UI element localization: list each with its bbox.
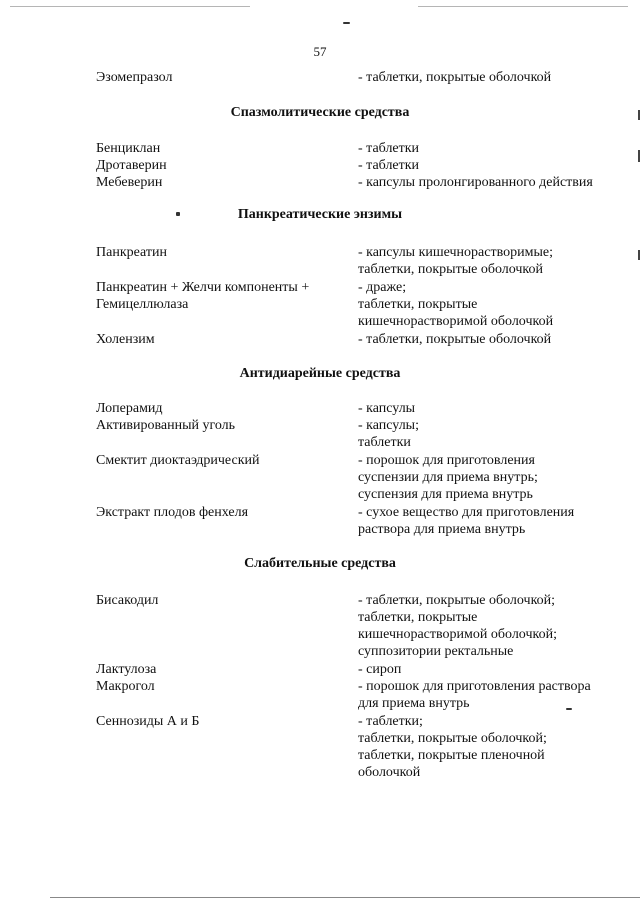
drug-form-fennel-extract: - сухое вещество для приготовления раствора для приема внутрь <box>358 505 575 537</box>
drug-name-drotaverine: Дротаверин <box>96 158 167 173</box>
drug-name-cholenzym: Холензим <box>96 332 155 347</box>
drug-form-pancreatin: - капсулы кишечнорастворимые; таблетки, покрытые оболочкой <box>358 245 553 277</box>
drug-form-mebeverine: - капсулы пролонгированного действия <box>358 175 593 190</box>
bottom-scan-line <box>50 897 640 898</box>
drug-name-bencyclane: Бенциклан <box>96 141 161 156</box>
drug-name-bisacodyl: Бисакодил <box>96 593 159 608</box>
heading-laxatives: Слабительные средства <box>244 556 396 571</box>
drug-name-macrogol: Макрогол <box>96 679 155 694</box>
drug-form-sennosides: - таблетки; таблетки, покрытые оболочкой; таблетки, покрытые пленочной оболочкой <box>358 714 547 780</box>
drug-form-bisacodyl: - таблетки, покрытые оболочкой; таблетки, покрытые кишечнорастворимой оболочкой; суппозитории ректальные <box>358 593 557 659</box>
drug-form-activated-charcoal: - капсулы; таблетки <box>358 418 419 450</box>
drug-form-loperamide: - капсулы <box>358 401 416 416</box>
drug-form-esomeprazole: - таблетки, покрытые оболочкой <box>358 70 552 85</box>
drug-form-drotaverine: - таблетки <box>358 158 420 173</box>
drug-form-smectite: - порошок для приготовления суспензии для приема внутрь; суспензия для приема внутрь <box>358 453 538 502</box>
top-scan-line-left <box>10 6 250 7</box>
drug-form-cholenzym: - таблетки, покрытые оболочкой <box>358 332 552 347</box>
scan-speck <box>343 22 350 24</box>
top-scan-line-right <box>418 6 628 7</box>
drug-form-bencyclane: - таблетки <box>358 141 420 156</box>
drug-name-pancreatin-combo: Панкреатин + Желчи компоненты + Гемицеллюлаза <box>96 280 310 312</box>
heading-antispasmodics: Спазмолитические средства <box>230 105 410 120</box>
drug-name-mebeverine: Мебеверин <box>96 175 163 190</box>
drug-name-smectite: Смектит диоктаэдрический <box>96 453 260 468</box>
drug-form-pancreatin-combo: - драже; таблетки, покрытые кишечнорастворимой оболочкой <box>358 280 554 329</box>
drug-form-lactulose: - сироп <box>358 662 402 677</box>
heading-antidiarrheals: Антидиарейные средства <box>239 366 401 381</box>
drug-name-loperamide: Лоперамид <box>96 401 163 416</box>
page-number: 57 <box>313 44 327 59</box>
drug-name-activated-charcoal: Активированный уголь <box>96 418 236 433</box>
drug-name-fennel-extract: Экстракт плодов фенхеля <box>96 505 249 520</box>
drug-form-macrogol: - порошок для приготовления раствора для приема внутрь <box>358 679 591 711</box>
heading-pancreatic-enzymes: Панкреатические энзимы <box>237 207 403 222</box>
drug-name-pancreatin: Панкреатин <box>96 245 167 260</box>
drug-name-esomeprazole: Эзомепразол <box>96 70 173 85</box>
drug-name-lactulose: Лактулоза <box>96 662 157 677</box>
drug-name-sennosides: Сеннозиды А и Б <box>96 714 200 729</box>
